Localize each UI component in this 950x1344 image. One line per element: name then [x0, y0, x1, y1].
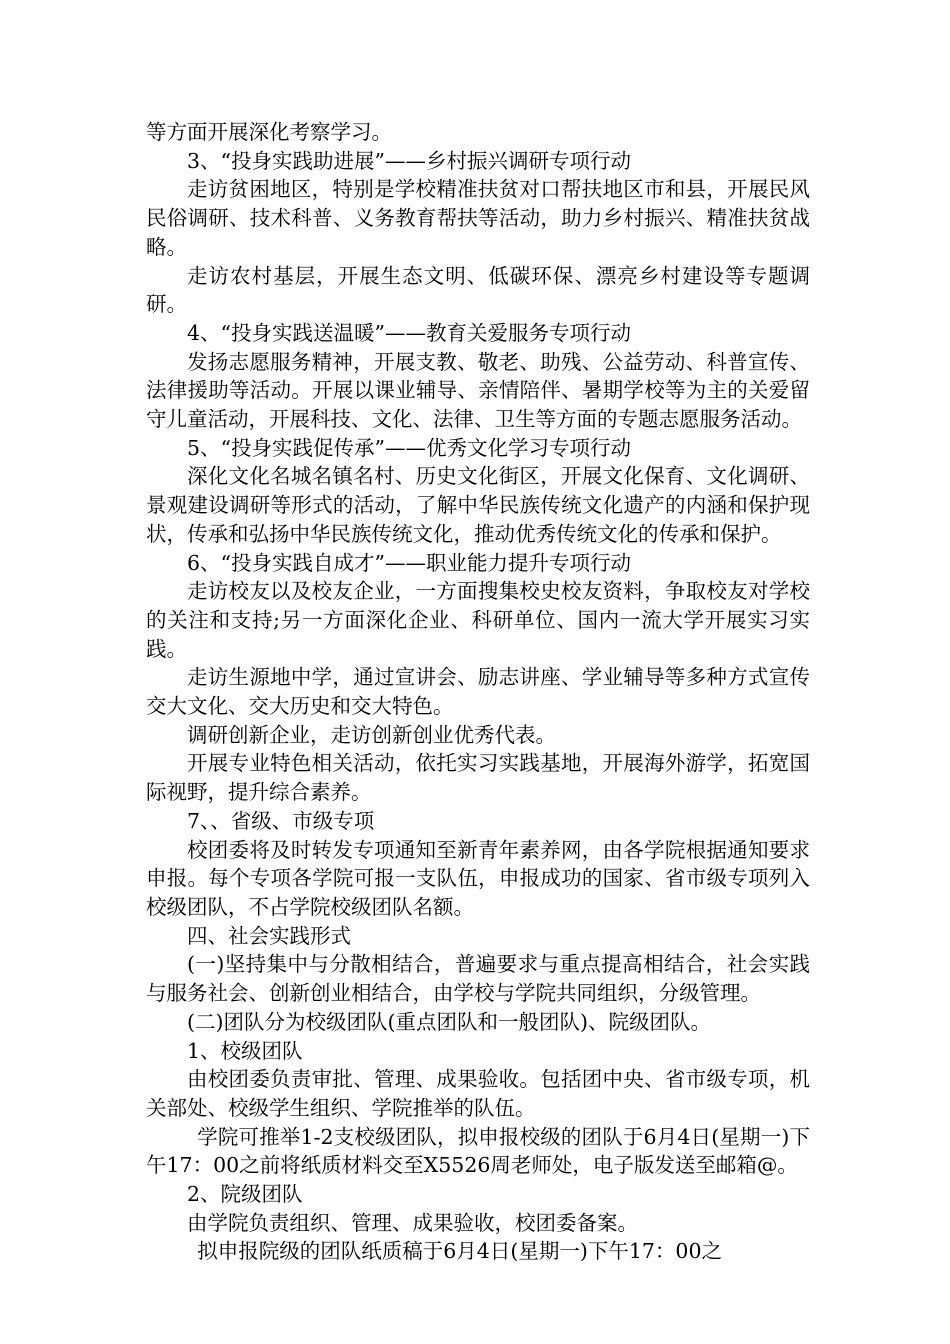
paragraph: 走访农村基层，开展生态文明、低碳环保、漂亮乡村建设等专题调研。: [146, 263, 810, 317]
section-heading-4: 4、“投身实践送温暖”——教育关爱服务专项行动: [187, 320, 632, 345]
paragraph-continuation: 等方面开展深化考察学习。: [146, 120, 392, 144]
subheading-college-team: 2、院级团队: [187, 1182, 303, 1207]
paragraph: 走访生源地中学，通过宣讲会、励志讲座、学业辅导等多种方式宣传交大文化、交大历史和交大特色。: [146, 665, 810, 719]
section-heading-four: 四、社会实践形式: [187, 923, 351, 948]
subheading-school-team: 1、校级团队: [187, 1038, 303, 1063]
paragraph: 发扬志愿服务精神，开展支教、敬老、助残、公益劳动、科普宣传、法律援助等活动。开展以课业辅导、亲情陪伴、暑期学校等为主的关爱留守儿童活动，开展科技、文化、法律、卫生等方面的专题志愿服务活动。: [146, 349, 810, 432]
section-heading-5: 5、“投身实践促传承”——优秀文化学习专项行动: [187, 435, 632, 460]
paragraph: 由学院负责组织、管理、成果验收，校团委备案。: [187, 1210, 638, 1235]
paragraph: 校团委将及时转发专项通知至新青年素养网，由各学院根据通知要求申报。每个专项各学院可报一支队伍，申报成功的国家、省市级专项列入校级团队，不占学院校级团队名额。: [146, 837, 810, 919]
paragraph: (一)坚持集中与分散相结合，普遍要求与重点提高相结合，社会实践与服务社会、创新创业相结合，由学校与学院共同组织，分级管理。: [146, 952, 810, 1006]
paragraph: 走访贫困地区，特别是学校精准扶贫对口帮扶地区市和县，开展民风民俗调研、技术科普、义务教育帮扶等活动，助力乡村振兴、精准扶贫战略。: [146, 177, 810, 259]
section-heading-7: 7、、省级、市级专项: [187, 808, 375, 833]
section-heading-6: 6、“投身实践自成才”——职业能力提升专项行动: [187, 550, 632, 575]
paragraph: 调研创新企业，走访创新创业优秀代表。: [187, 722, 556, 747]
paragraph: 深化文化名城名镇名村、历史文化街区，开展文化保育、文化调研、景观建设调研等形式的活动，了解中华民族传统文化遗产的内涵和保护现状，传承和弘扬中华民族传统文化，推动优秀传统文化的传承和保护。: [146, 464, 810, 546]
section-heading-3: 3、“投身实践助进展”——乡村振兴调研专项行动: [187, 148, 632, 173]
paragraph: 开展专业特色相关活动，依托实习实践基地，开展海外游学，拓宽国际视野，提升综合素养。: [146, 751, 810, 805]
paragraph: 走访校友以及校友企业，一方面搜集校史校友资料，争取校友对学校的关注和支持;另一方面深化企业、科研单位、国内一流大学开展实习实践。: [146, 579, 810, 661]
paragraph: 由校团委负责审批、管理、成果验收。包括团中央、省市级专项，机关部处、校级学生组织、学院推举的队伍。: [146, 1067, 810, 1120]
paragraph: 学院可推举1-2支校级团队，拟申报校级的团队于6月4日(星期一)下午17：00之前将纸质材料交至X5526周老师处，电子版发送至邮箱@。: [146, 1124, 810, 1178]
document-body: [146, 118, 810, 1266]
paragraph: 拟申报院级的团队纸质稿于6月4日(星期一)下午17：00之: [197, 1239, 723, 1264]
paragraph: (二)团队分为校级团队(重点团队和一般团队)、院级团队。: [187, 1009, 711, 1034]
